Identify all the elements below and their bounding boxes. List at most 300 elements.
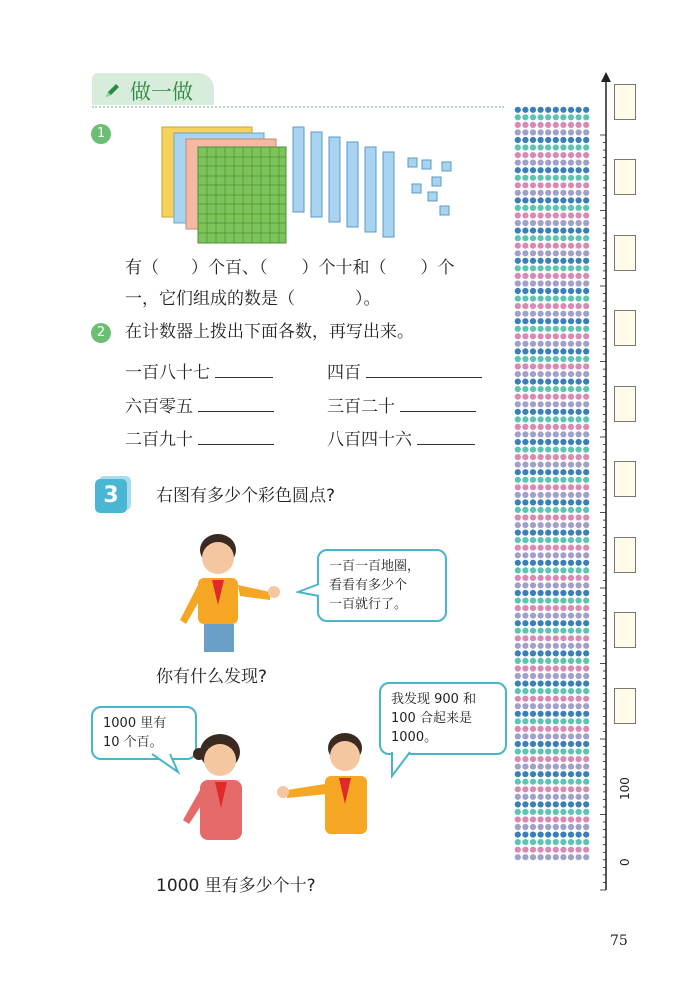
dot	[515, 530, 521, 536]
dot	[583, 114, 589, 120]
dot	[538, 643, 544, 649]
dot	[553, 620, 559, 626]
dot	[515, 228, 521, 234]
dot	[522, 575, 528, 581]
dot	[568, 816, 574, 822]
dot	[530, 711, 536, 717]
dot	[515, 311, 521, 317]
dot	[560, 779, 566, 785]
dot	[545, 258, 551, 264]
dot	[583, 190, 589, 196]
dot	[553, 764, 559, 770]
answer-box[interactable]	[614, 537, 636, 573]
dot	[583, 258, 589, 264]
dot	[576, 741, 582, 747]
dot	[568, 711, 574, 717]
dot	[515, 628, 521, 634]
dot	[560, 703, 566, 709]
dot	[522, 688, 528, 694]
dot	[530, 575, 536, 581]
dot	[538, 748, 544, 754]
dot	[522, 794, 528, 800]
dot	[530, 416, 536, 422]
dot	[560, 311, 566, 317]
dot	[522, 658, 528, 664]
dot	[583, 514, 589, 520]
dot	[522, 650, 528, 656]
dot	[545, 220, 551, 226]
dot	[545, 575, 551, 581]
dot	[522, 711, 528, 717]
dot	[515, 575, 521, 581]
dot	[545, 613, 551, 619]
dot	[553, 318, 559, 324]
dot	[530, 688, 536, 694]
dot	[553, 228, 559, 234]
dot	[560, 598, 566, 604]
dot	[553, 522, 559, 528]
dot	[522, 386, 528, 392]
dot	[545, 280, 551, 286]
dot	[522, 431, 528, 437]
dot	[553, 182, 559, 188]
dot	[583, 748, 589, 754]
dot	[515, 454, 521, 460]
dot	[530, 847, 536, 853]
dot	[522, 424, 528, 430]
dot	[545, 326, 551, 332]
dot	[515, 696, 521, 702]
dot	[545, 492, 551, 498]
dot	[560, 711, 566, 717]
dot	[576, 144, 582, 150]
section3-question: 右图有多少个彩色圆点?	[156, 486, 336, 506]
dot	[538, 160, 544, 166]
dot	[583, 779, 589, 785]
dot	[522, 288, 528, 294]
dot	[560, 628, 566, 634]
dot	[568, 273, 574, 279]
exercise2-instruction: 在计数器上拨出下面各数，再写出来。	[125, 322, 414, 342]
dot	[576, 114, 582, 120]
dot	[576, 401, 582, 407]
dot	[530, 379, 536, 385]
dot	[545, 197, 551, 203]
dot	[583, 809, 589, 815]
dot	[576, 801, 582, 807]
dot	[583, 786, 589, 792]
dot	[576, 431, 582, 437]
dot	[545, 273, 551, 279]
dot	[560, 258, 566, 264]
dot	[545, 205, 551, 211]
dot	[553, 356, 559, 362]
dot	[545, 507, 551, 513]
dot	[515, 756, 521, 762]
dot	[545, 114, 551, 120]
dot	[515, 114, 521, 120]
dot	[583, 605, 589, 611]
dot	[568, 771, 574, 777]
dot	[545, 703, 551, 709]
dot	[515, 477, 521, 483]
dot	[515, 733, 521, 739]
dot	[553, 779, 559, 785]
dot	[538, 129, 544, 135]
dot	[560, 499, 566, 505]
dot	[522, 514, 528, 520]
dot	[545, 756, 551, 762]
dot	[522, 167, 528, 173]
dot	[576, 726, 582, 732]
dot	[553, 326, 559, 332]
dot	[530, 439, 536, 445]
dot	[560, 658, 566, 664]
dot	[553, 696, 559, 702]
dot	[522, 854, 528, 860]
dot	[522, 235, 528, 241]
dot	[568, 530, 574, 536]
dot	[553, 447, 559, 453]
dot	[538, 484, 544, 490]
dot	[538, 567, 544, 573]
dot	[530, 348, 536, 354]
dot	[553, 386, 559, 392]
dot	[560, 590, 566, 596]
dot	[515, 220, 521, 226]
dot	[545, 235, 551, 241]
dot	[538, 847, 544, 853]
dot	[522, 416, 528, 422]
dot	[560, 386, 566, 392]
dot	[583, 839, 589, 845]
dot	[553, 726, 559, 732]
dot	[522, 447, 528, 453]
dot	[530, 665, 536, 671]
dot	[568, 847, 574, 853]
dot	[568, 499, 574, 505]
dot	[538, 462, 544, 468]
dot	[576, 273, 582, 279]
dot	[530, 756, 536, 762]
dot	[553, 250, 559, 256]
dot	[568, 250, 574, 256]
dot	[560, 764, 566, 770]
answer-box[interactable]	[614, 159, 636, 195]
exercise1-line1: 有（ ）个百、（ ）个十和（ ）个	[125, 258, 455, 278]
dot	[522, 122, 528, 128]
dot	[538, 824, 544, 830]
dot	[545, 182, 551, 188]
dot	[583, 296, 589, 302]
dot	[568, 688, 574, 694]
dot	[530, 779, 536, 785]
dot	[560, 832, 566, 838]
dot	[538, 394, 544, 400]
dot	[522, 560, 528, 566]
dot	[576, 416, 582, 422]
dot	[538, 137, 544, 143]
dot	[568, 665, 574, 671]
dot	[553, 514, 559, 520]
dot	[553, 439, 559, 445]
dot	[583, 560, 589, 566]
dot	[522, 582, 528, 588]
answer-box[interactable]	[614, 310, 636, 346]
dot	[530, 318, 536, 324]
dot	[545, 439, 551, 445]
dot	[560, 122, 566, 128]
dot	[583, 220, 589, 226]
dot	[522, 703, 528, 709]
dot	[583, 499, 589, 505]
dot	[576, 545, 582, 551]
dot	[538, 771, 544, 777]
dot	[522, 258, 528, 264]
dot	[515, 371, 521, 377]
dot	[568, 431, 574, 437]
dot	[545, 409, 551, 415]
dot	[576, 613, 582, 619]
dot	[583, 854, 589, 860]
dot	[522, 371, 528, 377]
dot	[530, 258, 536, 264]
dot	[515, 545, 521, 551]
dot	[568, 839, 574, 845]
dot	[576, 363, 582, 369]
dot	[553, 733, 559, 739]
dot	[568, 507, 574, 513]
dot	[583, 847, 589, 853]
dot	[538, 296, 544, 302]
dot	[568, 258, 574, 264]
dot	[583, 144, 589, 150]
dot	[553, 847, 559, 853]
dot	[568, 567, 574, 573]
dot	[530, 658, 536, 664]
dot	[515, 212, 521, 218]
dot	[553, 507, 559, 513]
dot	[515, 688, 521, 694]
dot	[568, 718, 574, 724]
dot	[530, 175, 536, 181]
dot	[538, 635, 544, 641]
answer-box[interactable]	[614, 235, 636, 271]
dot	[583, 205, 589, 211]
dot	[568, 832, 574, 838]
dot	[522, 756, 528, 762]
dot	[545, 107, 551, 113]
dot	[560, 447, 566, 453]
dot	[515, 839, 521, 845]
dot	[538, 492, 544, 498]
dot	[576, 718, 582, 724]
dot	[568, 809, 574, 815]
dot	[530, 477, 536, 483]
dot	[515, 824, 521, 830]
dot	[538, 665, 544, 671]
dot	[515, 243, 521, 249]
dot	[538, 575, 544, 581]
dot	[576, 288, 582, 294]
dot	[568, 628, 574, 634]
dot	[553, 409, 559, 415]
dot	[583, 688, 589, 694]
dot	[583, 235, 589, 241]
dot	[583, 273, 589, 279]
dot	[576, 122, 582, 128]
answer-box[interactable]	[614, 612, 636, 648]
dot	[553, 560, 559, 566]
dot	[560, 839, 566, 845]
dot	[560, 205, 566, 211]
dot	[583, 439, 589, 445]
dot	[538, 197, 544, 203]
dot	[568, 182, 574, 188]
dot	[522, 152, 528, 158]
dot	[530, 137, 536, 143]
dot	[560, 250, 566, 256]
dot	[560, 182, 566, 188]
dot	[576, 839, 582, 845]
dot	[530, 401, 536, 407]
dot	[530, 205, 536, 211]
dot	[530, 650, 536, 656]
dot	[568, 386, 574, 392]
dot	[583, 567, 589, 573]
dot	[515, 673, 521, 679]
dot	[553, 590, 559, 596]
dot	[560, 665, 566, 671]
dot	[560, 816, 566, 822]
dot	[576, 492, 582, 498]
dot	[568, 439, 574, 445]
dot	[583, 771, 589, 777]
dot	[553, 673, 559, 679]
answer-box[interactable]	[614, 461, 636, 497]
dot	[538, 175, 544, 181]
dot	[545, 854, 551, 860]
dot	[545, 137, 551, 143]
dot	[576, 107, 582, 113]
dot	[538, 786, 544, 792]
dot	[545, 303, 551, 309]
dot	[583, 462, 589, 468]
answer-box[interactable]	[614, 688, 636, 724]
dot	[568, 303, 574, 309]
dot	[538, 144, 544, 150]
dot	[522, 809, 528, 815]
dot	[553, 144, 559, 150]
dot	[522, 205, 528, 211]
dot	[553, 258, 559, 264]
dot	[538, 250, 544, 256]
dot	[545, 394, 551, 400]
dot	[560, 152, 566, 158]
dot	[545, 786, 551, 792]
dot	[545, 333, 551, 339]
dot	[583, 197, 589, 203]
dot	[530, 628, 536, 634]
dot	[538, 703, 544, 709]
dot	[538, 809, 544, 815]
dot	[583, 454, 589, 460]
dot	[545, 484, 551, 490]
dot	[553, 416, 559, 422]
dot	[576, 703, 582, 709]
dot	[522, 129, 528, 135]
dot	[560, 469, 566, 475]
dot	[553, 273, 559, 279]
answer-box[interactable]	[614, 386, 636, 422]
dot	[560, 363, 566, 369]
dot	[522, 733, 528, 739]
dot	[545, 129, 551, 135]
dot	[576, 847, 582, 853]
dot	[515, 726, 521, 732]
dot	[583, 167, 589, 173]
dot	[522, 847, 528, 853]
dot	[515, 205, 521, 211]
dot	[560, 371, 566, 377]
dot	[522, 363, 528, 369]
dot	[522, 280, 528, 286]
dot	[545, 650, 551, 656]
dot	[576, 711, 582, 717]
dot	[576, 409, 582, 415]
dot	[568, 152, 574, 158]
dot	[515, 499, 521, 505]
dot	[576, 537, 582, 543]
dot	[545, 363, 551, 369]
dot	[583, 530, 589, 536]
dot	[576, 280, 582, 286]
dot	[530, 794, 536, 800]
number-item: 三百二十	[327, 395, 476, 419]
dot	[538, 220, 544, 226]
dot	[568, 582, 574, 588]
dot	[560, 620, 566, 626]
dot	[568, 326, 574, 332]
dot	[538, 598, 544, 604]
dot	[568, 416, 574, 422]
ruler-arrow	[601, 72, 611, 82]
dot	[553, 394, 559, 400]
dot	[560, 537, 566, 543]
dot	[568, 394, 574, 400]
dot	[530, 447, 536, 453]
dot	[545, 598, 551, 604]
dot	[515, 635, 521, 641]
dot	[538, 273, 544, 279]
dot	[538, 363, 544, 369]
dot	[522, 326, 528, 332]
dot	[522, 718, 528, 724]
dot	[545, 122, 551, 128]
dot	[515, 288, 521, 294]
answer-box[interactable]	[614, 84, 636, 120]
dot	[538, 371, 544, 377]
dot	[576, 296, 582, 302]
dot	[545, 696, 551, 702]
dot	[538, 673, 544, 679]
dot	[515, 356, 521, 362]
dot	[545, 764, 551, 770]
dot	[568, 764, 574, 770]
dot	[522, 832, 528, 838]
dot	[515, 665, 521, 671]
dot	[576, 628, 582, 634]
